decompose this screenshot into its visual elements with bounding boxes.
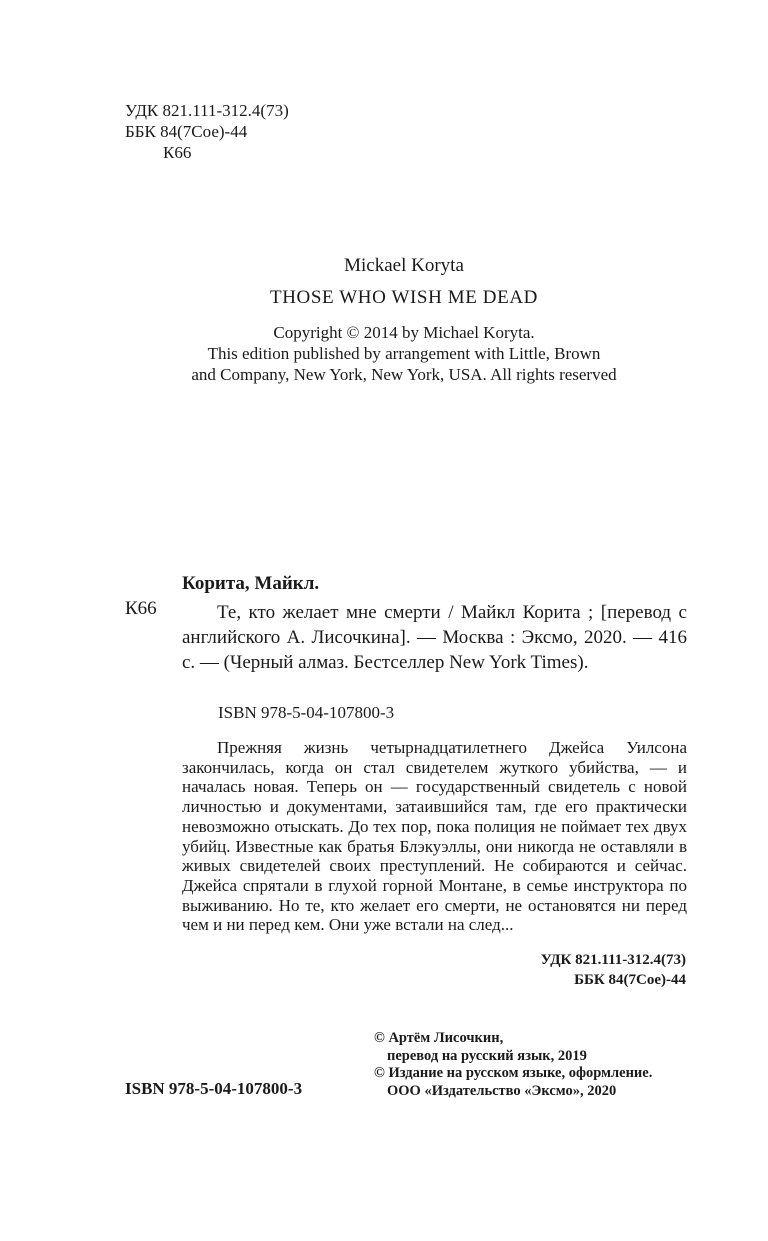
annotation [182, 738, 687, 935]
publisher-credit: ООО «Издательство «Эксмо», 2020 [387, 1082, 617, 1099]
bottom-classification [450, 950, 686, 990]
annotation-text: Прежняя жизнь четырнадцатилетнего Джейса Уилсона закончилась, когда он стал свидетелем жуткого убийства, — и началась новая. Теперь он — государственный свидетель с новой личностью и документами, затаившийся там, где его практически невозможно отыскать. До тех пор, пока полиция не поймает тех двух убийц. Известные как братья Блэкуэллы, они никогда не оставляли в живых свидетелей своих преступлений. Не собираются и сейчас. Джейса спрятали в глухой горной Монтане, в семье инструктора по выживанию. Но те, кто желает его смерти, не остановятся ни перед чем и ни перед кем. Они уже встали на след... [182, 738, 687, 935]
bibliographic-author-mark: К66 [125, 598, 157, 619]
bottom-udk-code: УДК 821.111-312.4(73) [540, 952, 686, 968]
original-author: Mickael Koryta [344, 255, 464, 276]
copyright-line: and Company, New York, New York, USA. All rights reserved [191, 365, 617, 384]
bibliographic-author-heading: Корита, Майкл. [182, 573, 320, 594]
copyright-line: This edition published by arrangement with Little, Brown [207, 344, 601, 363]
edition-credit: © Издание на русском языке, оформление. [374, 1065, 653, 1081]
bibliographic-description [182, 600, 687, 675]
bibliographic-isbn: ISBN 978-5-04-107800-3 [218, 703, 395, 722]
translation-credit: перевод на русский язык, 2019 [387, 1047, 587, 1064]
original-title: THOSE WHO WISH ME DEAD [270, 287, 538, 308]
bbk-code: ББК 84(7Сое)-44 [125, 122, 248, 141]
credits-block [374, 1030, 652, 1100]
copyright-line: Copyright © 2014 by Michael Koryta. [273, 323, 535, 342]
translator-credit: © Артём Лисочкин, [374, 1030, 504, 1046]
bottom-bbk-code: ББК 84(7Сое)-44 [574, 972, 686, 988]
udk-code: УДК 821.111-312.4(73) [125, 101, 289, 120]
author-mark: К66 [163, 143, 192, 162]
bibliographic-description-text: Те, кто желает мне смерти / Майкл Корита ; [перевод с английского А. Лисочкина]. — Москва : Эксмо, 2020. — 416 с. — (Черный алмаз. Бестселлер New York Times). [182, 602, 687, 673]
copyright-notice [0, 322, 768, 385]
footer-isbn: ISBN 978-5-04-107800-3 [125, 1079, 303, 1098]
